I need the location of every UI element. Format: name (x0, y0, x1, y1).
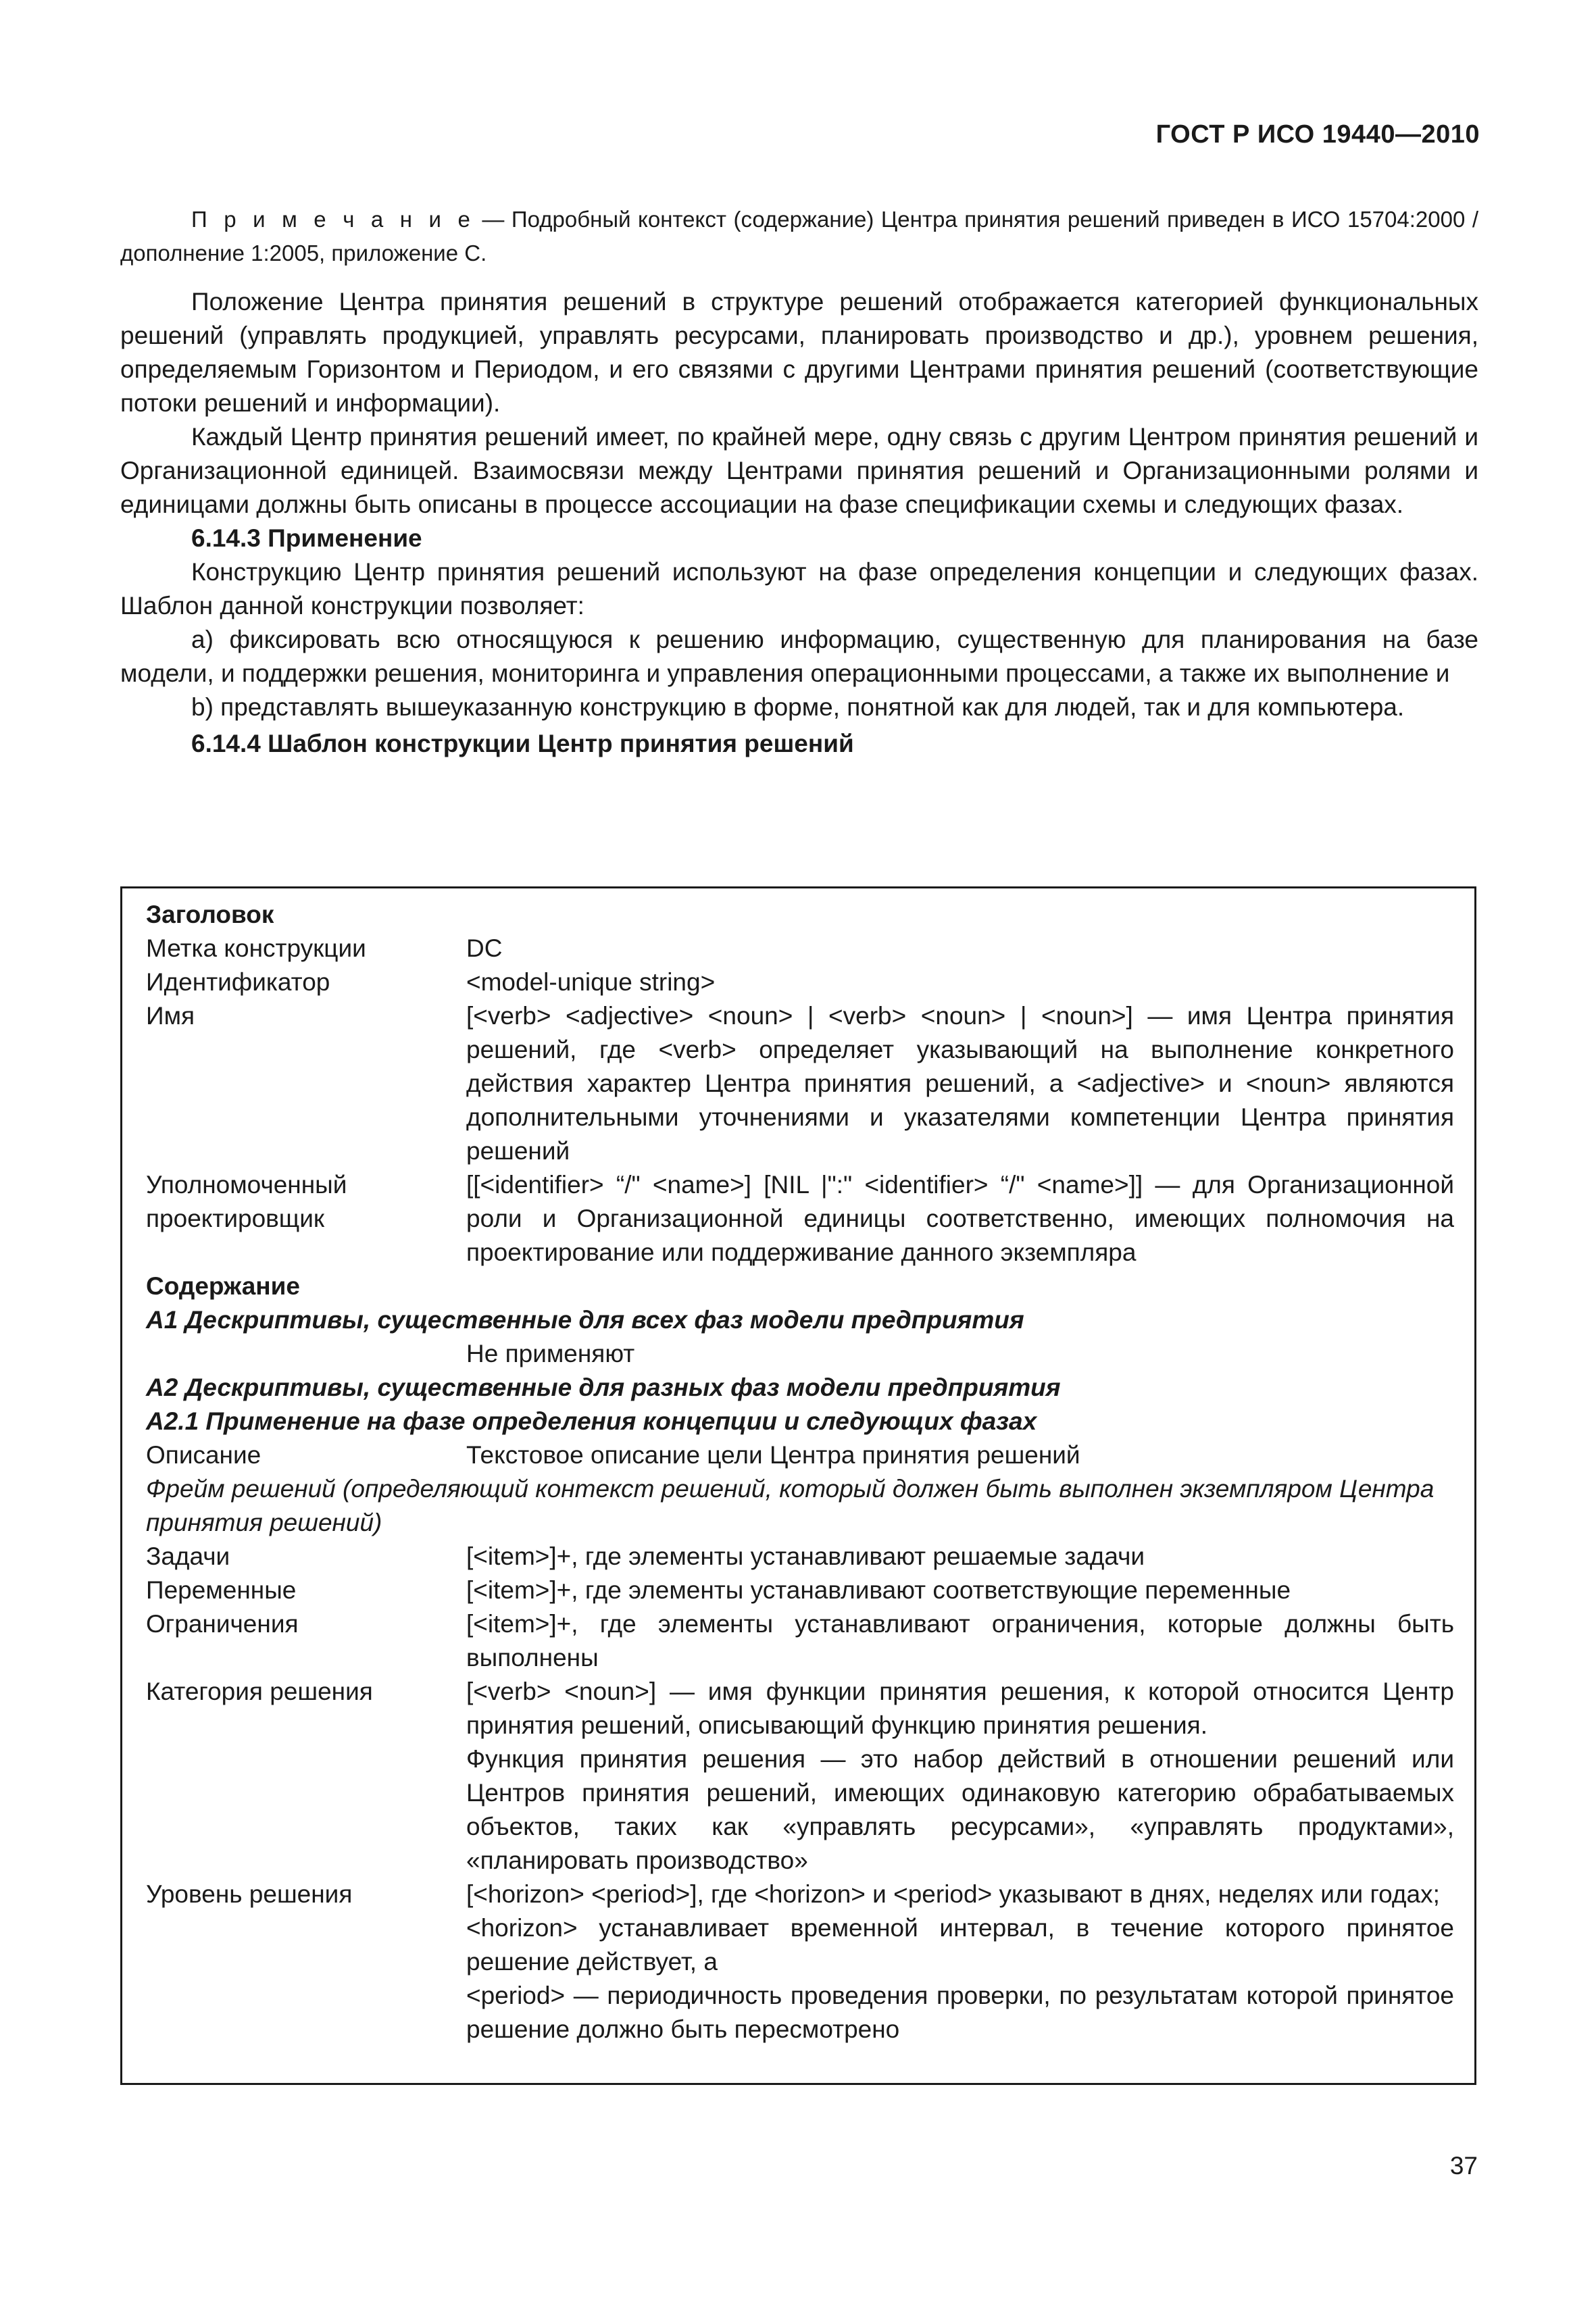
row-value: Не применяют (466, 1340, 635, 1367)
row-label: Метка конструкции (146, 934, 366, 962)
paragraph-position: Положение Центра принятия решений в структуре решений отображается категорией функциональных решений (управлять продукцией, управлять ресурсами, планировать производство и др.), уровнем решения, определяемым Горизонтом и Периодом, и его связями с другими Центрами принятия решений (соответствующие потоки решений и информации). (120, 288, 1478, 417)
table-row-a1-value (146, 1337, 1454, 1371)
table-row-construct-label (146, 932, 1454, 965)
table-row-tasks (146, 1540, 1454, 1574)
row-value: DC (466, 934, 503, 962)
list-item-b: b) представлять вышеуказанную конструкцию в форме, понятной как для людей, так и для компьютера. (191, 693, 1405, 721)
paragraph-links: Каждый Центр принятия решений имеет, по крайней мере, одну связь с другим Центром принятия решений и Организационной единицей. Взаимосвязи между Центрами принятия решений и Организационными ролями и единицами должны быть описаны в процессе ассоциации на фазе спецификации схемы и следующих фазах. (120, 423, 1478, 518)
list-item-a: а) фиксировать всю относящуюся к решению информацию, существенную для планирования на базе модели, и поддержки решения, мониторинга и управления операционными процессами, а также их выполнение и (120, 626, 1478, 687)
row-value (466, 1675, 1454, 1878)
table-row-category (146, 1675, 1454, 1878)
table-heading-content: Содержание (146, 1272, 300, 1300)
note-text: — Подробный контекст (содержание) Центра принятия решений приведен в ИСО 15704:2000 / дополнение 1:2005, приложение С. (120, 207, 1479, 266)
table-heading-a2: А2 Дескриптивы, существенные для разных фаз модели предприятия (146, 1374, 1061, 1401)
row-value: Текстовое описание цели Центра принятия решений (466, 1441, 1080, 1469)
construct-template-table (120, 886, 1476, 2085)
row-label: Задачи (146, 1542, 230, 1570)
body-text (120, 203, 1478, 761)
row-value: [<item>]+, где элементы устанавливают решаемые задачи (466, 1542, 1145, 1570)
paragraph-usage: Конструкцию Центр принятия решений используют на фазе определения концепции и следующих фазах. Шаблон данной конструкции позволяет: (120, 558, 1478, 620)
table-row-description (146, 1438, 1454, 1472)
table-heading-header: Заголовок (146, 901, 274, 928)
row-value: [<item>]+, где элементы устанавливают соответствующие переменные (466, 1576, 1291, 1604)
table-row-name (146, 999, 1454, 1168)
row-label: Имя (146, 1002, 195, 1030)
note-paragraph (120, 203, 1478, 270)
row-value: [<verb> <adjective> <noun> | <verb> <noun> | <noun>] — имя Центра принятия решений, где <verb> определяет указывающий на выполнение конкретного действия характер Центра принятия решений, а <adjective> и <noun> являются дополнительными уточнениями и указателями компетенции Центра принятия решений (466, 1002, 1454, 1165)
row-label: Уполномоченный проектировщик (146, 1171, 347, 1232)
table-row-level (146, 1878, 1454, 2046)
row-label-empty (146, 1337, 466, 1371)
row-label: Уровень решения (146, 1880, 353, 1908)
row-label: Идентификатор (146, 968, 330, 996)
row-value: [<item>]+, где элементы устанавливают ограничения, которые должны быть выполнены (466, 1610, 1454, 1671)
table-heading-a21: А2.1 Применение на фазе определения концепции и следующих фазах (146, 1407, 1037, 1435)
row-value (466, 1878, 1454, 2046)
level-definition: [<horizon> <period>], где <horizon> и <period> указывают в днях, неделях или годах; (466, 1880, 1440, 1908)
row-label: Категория решения (146, 1678, 373, 1705)
row-label: Переменные (146, 1576, 297, 1604)
level-period: <period> — периодичность проведения проверки, по результатам которой принятое решение должно быть пересмотрено (466, 1982, 1454, 2043)
row-label: Описание (146, 1441, 261, 1469)
table-row-variables (146, 1574, 1454, 1607)
table-row-designer (146, 1168, 1454, 1269)
level-horizon: <horizon> устанавливает временной интервал, в течение которого принятое решение действует, а (466, 1914, 1454, 1976)
section-heading-application: 6.14.3 Применение (191, 524, 422, 552)
table-heading-a1: А1 Дескриптивы, существенные для всех фаз модели предприятия (146, 1306, 1024, 1334)
table-row-constraints (146, 1607, 1454, 1675)
section-heading-template: 6.14.4 Шаблон конструкции Центр принятия решений (191, 730, 854, 757)
row-label: Ограничения (146, 1610, 299, 1638)
row-value: [[<identifier> “/" <name>] [NIL |":" <identifier> “/" <name>]] — для Организационной роли и Организационной единицы соответственно, имеющих полномочия на проектирование или поддерживание данного экземпляра (466, 1171, 1454, 1266)
category-explanation: Функция принятия решения — это набор действий в отношении решений или Центров принятия решений, имеющих одинаковую категорию обрабатываемых объектов, таких как «управлять ресурсами», «управлять продуктами», «планировать производство» (466, 1745, 1454, 1874)
page-number: 37 (1449, 2152, 1478, 2180)
note-label: П р и м е ч а н и е (191, 207, 475, 232)
standard-designation: ГОСТ Р ИСО 19440—2010 (1155, 120, 1480, 149)
category-definition: [<verb> <noun>] — имя функции принятия решения, к которой относится Центр принятия решений, описывающий функцию принятия решения. (466, 1678, 1454, 1739)
table-frame-note: Фрейм решений (определяющий контекст решений, который должен быть выполнен экземпляром Центра принятия решений) (146, 1475, 1435, 1536)
table-row-identifier (146, 965, 1454, 999)
row-value: <model-unique string> (466, 968, 716, 996)
